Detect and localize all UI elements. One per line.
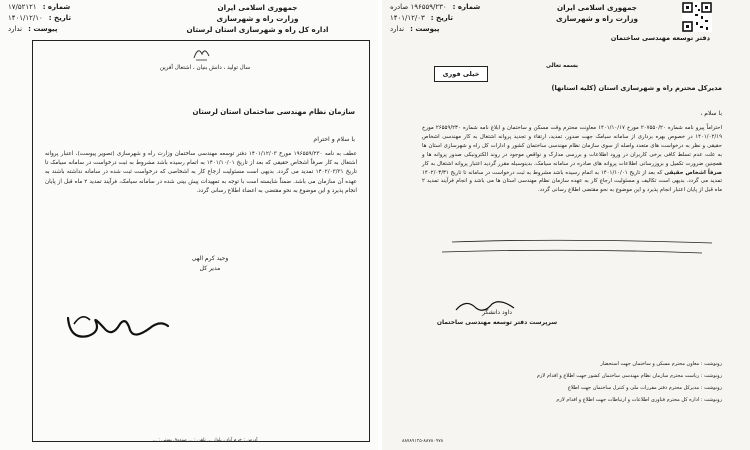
- document-right: [382, 0, 750, 450]
- date-label: تاریخ :: [430, 14, 453, 22]
- signature-block: [160, 254, 260, 274]
- header-line-ministry: وزارت راه و شهرسازی: [216, 14, 299, 23]
- letter-body-right: [422, 124, 722, 195]
- highlight-text: صرفاً اشخاص حقیقی: [664, 169, 722, 176]
- urgency-stamp: خیلی فوری: [434, 66, 488, 82]
- letter-meta: [8, 2, 118, 35]
- date-label: تاریخ :: [48, 14, 71, 22]
- cc-line: رونوشت : معاون محترم مسکن و ساختمان جهت استحضار: [600, 361, 722, 367]
- qr-code-icon: [682, 2, 712, 32]
- attachment-label: پیوست :: [28, 25, 58, 33]
- header-line-office: اداره کل راه و شهرسازی استان لرستان: [186, 25, 329, 34]
- emblem-icon: [190, 44, 212, 62]
- recipient-right: مدیرکل محترم راه و شهرسازی استان (کلیه استانها): [551, 84, 722, 92]
- cc-line: رونوشت : ریاست محترم سازمان نظام مهندسی ساختمان کشور جهت اطلاع و اقدام لازم: [536, 373, 722, 379]
- signer-name: داود دانشگر: [482, 309, 512, 316]
- attachment-value: ندارد: [390, 25, 405, 33]
- motto: سال تولید ، دانش بنیان ، اشتغال آفرین: [159, 65, 251, 71]
- footer-address: آدرس : خرم آباد ، بلوار ... تلفن : ... صندوق پستی : ...: [152, 438, 258, 443]
- handwritten-signature: [60, 300, 180, 350]
- date-value: ۱۴۰۱/۱۲/۰۳: [390, 14, 425, 22]
- attachment-value: ندارد: [8, 25, 23, 33]
- signer-title: سرپرست دفتر توسعه مهندسی ساختمان: [436, 319, 558, 326]
- pen-underline-marks: [422, 236, 722, 266]
- signer-name: وحید کرم الهی: [191, 255, 229, 262]
- footer-phone: ۸۸۷۸۹۱۲۵-۸۸۷۸۰۹۷۸: [402, 439, 444, 444]
- office-name: دفتر توسعه مهندسی ساختمان: [610, 34, 710, 42]
- letter-header-right: [522, 2, 672, 24]
- letter-meta-right: [390, 2, 510, 35]
- body-part-1: احتراماً پیرو نامه شماره ۲۰۷۵۵۰/۲۰ مورخ ۱۴۰۱/۱۰/۱۷ معاونت محترم وقت مسکن و ساختمان و ابلاغ نامه شماره ۲۶۵۵۹/۲۳۰ مورخ ۱۴۰۱/۰۲/۱۹ در خصوص بهره برداری از سامانه سیامک جهت صدور، تمدید، ارتقاء و تجدید پروانه اشتغال به کار مهندسی اشخاص حقیقی و نظر به درخواست های متعدد واصله از سوی سازمان نظام مهندسی ساختمان کشور و ادارات کل راه و شهرسازی استان ها به علت عدم تسلط کافی برخی کاربران در ورود اطلاعات و بررسی مدارک و نواقص موجود در روند الکترونیکی صدور پروانه ها و همچنین ضرورت تکمیل و بروزرسانی اطلاعات پروانه های صادره در سامانه سیامک، بدینوسیله مقرر گردید اعتبار پروانه اشتغال به کار: [422, 125, 723, 167]
- cc-line: رونوشت : اداره کل محترم فناوری اطلاعات و ارتباطات جهت اطلاع و اقدام لازم: [556, 397, 722, 403]
- letter-header: [150, 2, 365, 35]
- cc-line: رونوشت : مدیرکل محترم دفتر مقررات ملی و کنترل ساختمان جهت اطلاع: [567, 385, 722, 391]
- recipient: سازمان نظام مهندسی ساختمان استان لرستان: [192, 108, 355, 116]
- number-value: ۱۷/۵۲۱۲۱: [8, 3, 37, 11]
- header-line-country: جمهوری اسلامی ایران: [557, 3, 637, 12]
- greeting: با سلام و احترام: [313, 136, 355, 143]
- handwritten-signature-right: [452, 296, 522, 316]
- header-line-country: جمهوری اسلامی ایران: [217, 3, 298, 12]
- header-line-ministry: وزارت راه و شهرسازی: [555, 14, 639, 23]
- date-value: ۱۴۰۱/۱۲/۱۰: [8, 14, 43, 22]
- bismillah: بسمه تعالی: [545, 63, 578, 69]
- number-label: شماره :: [452, 3, 481, 11]
- body-part-2: که بعد از تاریخ ۱۴۰۱/۱۰/۰۱ به اتمام رسیده باشد مشروط به ثبت درخواست در سامانه تا تاریخ ۱۴۰۲/۰۳/۳۱ تمدید می گردد. بدیهی است تکالیف و مسئولیت ارجاع کار به عهده سازمان نظام مهندسی استان ها می باشد و انجام فرآیند تمدید ۲ ماه قبل از پایان اعتبار انجام پذیرد و این موضوع به نحو مقتضی اطلاع رسانی گردد.: [422, 169, 722, 194]
- cc-list: [402, 358, 722, 406]
- letter-frame: [32, 40, 370, 442]
- signer-title: مدیر کل: [199, 265, 221, 272]
- attachment-label: پیوست :: [410, 25, 440, 33]
- number-value: ۱۹۶۵۵۹/۲۳۰ صادره: [390, 3, 447, 11]
- greeting-right: با سلام ،: [700, 110, 722, 117]
- number-label: شماره :: [42, 3, 71, 11]
- letter-body: عطف به نامه ۱۹۶۵۵۹/۲۳۰ مورخ ۱۴۰۱/۱۲/۰۳ دفتر توسعه مهندسی ساختمان وزارت راه و شهرسازی (تصویر پیوست)، اعتبار پروانه اشتغال به کار صرفاً اشخاص حقیقی که بعد از تاریخ ۱۴۰۱/۱۰/۰۱ به اتمام رسیده باشد مشروط به ثبت درخواست در سامانه سیامک تا تاریخ ۱۴۰۲/۰۳/۳۱ تمدید می گردد. بدیهی است مسئولیت ارجاع کار به اشخاصی که درخواست ثبت شده در سامانه نداشته باشند به عهده آن سازمان می باشد. ضمناً شایسته است با توجه به تمهیدات پیش بینی شده در سامانه سیامک، فرآیند تمدید ۲ ماه قبل از پایان انجام پذیرد و این موضوع به نحو مقتضی به اعضاء اطلاع رسانی گردد.: [45, 151, 358, 194]
